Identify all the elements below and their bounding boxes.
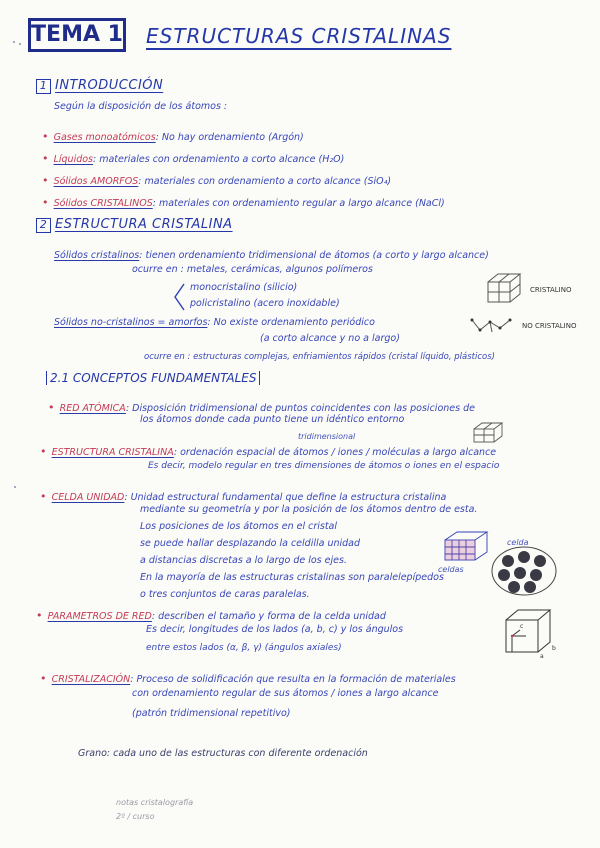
- s1-item-text: : materiales con ordenamiento a corto alcance (SiO₄): [138, 176, 392, 187]
- red-atomica-line-1: • RED ATÓMICA: Disposición tridimensional de puntos coincidentes con las posiciones de: [48, 401, 475, 414]
- s1-item-text: : materiales con ordenamiento a corto alcance (H₂O): [93, 154, 345, 165]
- celda-line-2: mediante su geometría y por la posición de los átomos dentro de esta.: [140, 504, 478, 515]
- noncrystalline-line-2: (a corto alcance y no a largo): [260, 333, 400, 344]
- svg-text:b: b: [552, 645, 556, 652]
- section-1-heading: [36, 78, 163, 94]
- param-line-3: entre estos lados (α, β, γ) (ángulos axiales): [146, 643, 342, 653]
- crystalline-line-2: ocurre en : metales, cerámicas, algunos polímeros: [132, 264, 373, 275]
- param-line-1: • PARAMETROS DE RED: describen el tamaño y forma de la celda unidad: [36, 609, 386, 622]
- closing-line: Grano: cada uno de las estructuras con diferente ordenación: [78, 748, 368, 759]
- estructura-line-2: Es decir, modelo regular en tres dimensiones de átomos o iones en el espacio: [148, 461, 500, 471]
- s1-item: • Líquidos: materiales con ordenamiento a corto alcance (H₂O): [42, 152, 345, 165]
- svg-text:a: a: [540, 653, 544, 660]
- margin-dot: [14, 486, 16, 488]
- red-atomica-term: RED ATÓMICA: [59, 403, 126, 414]
- mono-crystal: monocristalino (silicio): [190, 282, 298, 293]
- amorphous-structure-icon: [470, 316, 520, 336]
- cristalizacion-line-1: • CRISTALIZACIÓN: Proceso de solidificación que resulta en la formación de materiales: [40, 672, 456, 685]
- section-2-1-title: 2.1 CONCEPTOS FUNDAMENTALES: [46, 371, 260, 385]
- param-line-2: Es decir, longitudes de los lados (a, b, c) y los ángulos: [146, 624, 404, 635]
- section-1-number: 1: [36, 79, 51, 94]
- s1-item-term: Gases monoatómicos: [53, 132, 156, 143]
- s1-item-term: Sólidos CRISTALINOS: [53, 198, 153, 209]
- s1-item-text: : materiales con ordenamiento regular a largo alcance (NaCl): [152, 198, 445, 209]
- tema-box: TEMA 1: [28, 18, 126, 52]
- celda-line-4: se puede hallar desplazando la celdilla unidad: [140, 538, 361, 549]
- noncrystalline-line-1: Sólidos no-cristalinos = amorfos: No existe ordenamiento periódico: [54, 317, 375, 328]
- noncrystalline-label: NO CRISTALINO: [522, 322, 577, 330]
- section-2-title: ESTRUCTURA CRISTALINA: [55, 217, 233, 232]
- page-title: ESTRUCTURAS CRISTALINAS: [146, 24, 452, 48]
- celda-note: celdas: [438, 565, 464, 574]
- cell-packing-icon: [490, 545, 558, 597]
- s1-item-term: Sólidos AMORFOS: [53, 176, 139, 187]
- cristalizacion-term: CRISTALIZACIÓN: [51, 674, 131, 685]
- celda-term: CELDA UNIDAD: [51, 492, 125, 503]
- celda-line-6: En la mayoría de las estructuras cristalinas son paralelepípedos: [140, 572, 444, 583]
- crystal-cube-icon: [485, 272, 525, 306]
- est-note: tridimensional: [298, 432, 356, 441]
- lattice-parameters-icon: [500, 606, 560, 660]
- footer-line-2: 2º / curso: [116, 812, 155, 821]
- estructura-line-1: • ESTRUCTURA CRISTALINA: ordenación espacial de átomos / iones / moléculas a largo alcance: [40, 445, 497, 458]
- noncrystalline-line-3: ocurre en : estructuras complejas, enfriamientos rápidos (cristal líquido, plásticos): [144, 352, 495, 362]
- bracket-icon: [172, 282, 186, 312]
- s1-intro: Según la disposición de los átomos :: [54, 101, 228, 112]
- celda-line-1: • CELDA UNIDAD: Unidad estructural fundamental que define la estructura cristalina: [40, 490, 447, 503]
- estructura-term: ESTRUCTURA CRISTALINA: [51, 447, 174, 458]
- cristalizacion-line-2: con ordenamiento regular de sus átomos / iones a largo alcance: [132, 688, 439, 699]
- red-atomica-line-2: los átomos donde cada punto tiene un idéntico entorno: [140, 414, 405, 425]
- s1-item: • Gases monoatómicos: No hay ordenamiento (Argón): [42, 130, 304, 143]
- celda-line-3: Los posiciones de los átomos en el cristal: [140, 521, 338, 532]
- section-2-1-heading: [46, 371, 260, 385]
- celda-line-7: o tres conjuntos de caras paralelas.: [140, 589, 310, 600]
- section-2-number: 2: [36, 218, 51, 233]
- svg-text:c: c: [520, 623, 524, 630]
- s1-item-term: Líquidos: [53, 154, 94, 165]
- param-term: PARAMETROS DE RED: [47, 611, 152, 622]
- cristalizacion-line-3: (patrón tridimensional repetitivo): [132, 708, 291, 719]
- s1-item-text: : No hay ordenamiento (Argón): [155, 132, 304, 143]
- celda-label: celda: [507, 538, 529, 547]
- section-2-heading: [36, 217, 233, 233]
- margin-dot: [19, 43, 21, 45]
- s1-item: • Sólidos AMORFOS: materiales con ordenamiento a corto alcance (SiO₄): [42, 174, 392, 187]
- unit-cell-grid-icon: [442, 530, 490, 562]
- poly-crystal: policristalino (acero inoxidable): [190, 298, 340, 309]
- margin-dot: [13, 41, 15, 43]
- footer-line-1: notas cristalografía: [116, 798, 194, 807]
- celda-line-5: a distancias discretas a lo largo de los ejes.: [140, 555, 347, 566]
- crystalline-label: CRISTALINO: [530, 286, 572, 294]
- crystalline-term: Sólidos cristalinos: [54, 250, 140, 261]
- crystalline-line-1: Sólidos cristalinos: tienen ordenamiento tridimensional de átomos (a corto y largo alcance): [54, 250, 489, 261]
- section-1-title: INTRODUCCIÓN: [55, 78, 164, 93]
- noncrystalline-term: Sólidos no-cristalinos = amorfos: [54, 317, 208, 328]
- s1-item: • Sólidos CRISTALINOS: materiales con ordenamiento regular a largo alcance (NaCl): [42, 196, 445, 209]
